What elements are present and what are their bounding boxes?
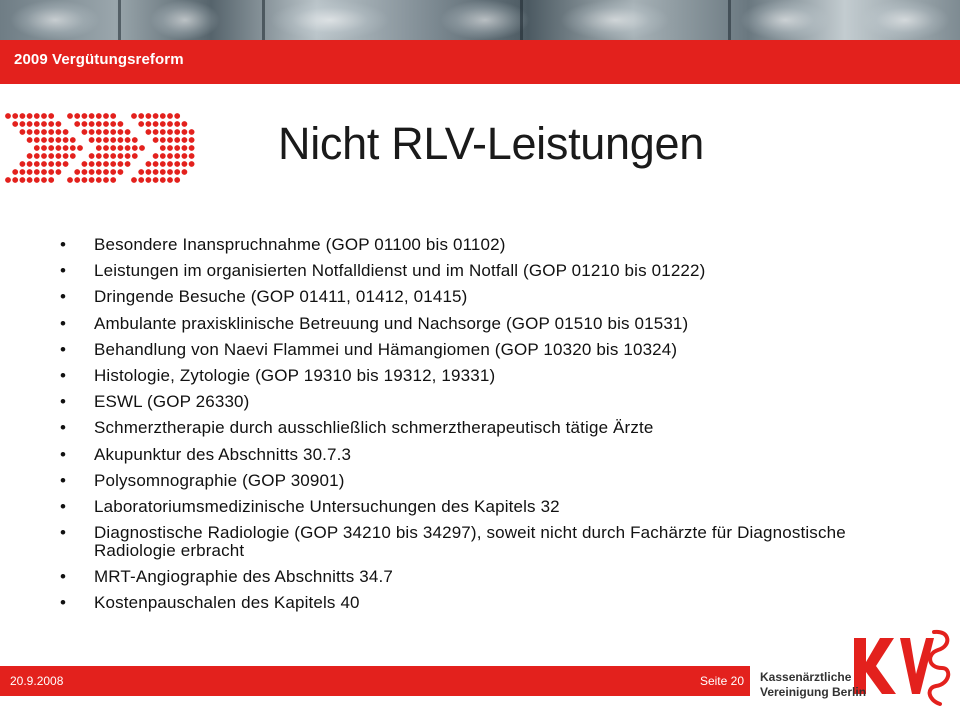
arrow-dot — [103, 169, 109, 175]
arrow-dot — [131, 177, 137, 183]
arrow-dot — [41, 169, 47, 175]
arrow-dot — [103, 129, 109, 135]
arrow-dot — [34, 177, 40, 183]
arrow-dot — [20, 121, 26, 127]
bullet-dot-icon: • — [60, 261, 67, 281]
arrow-dot — [174, 153, 180, 159]
arrow-dot — [89, 113, 95, 119]
bullet-item — [60, 262, 920, 280]
arrow-dot — [103, 145, 109, 151]
arrow-dot — [41, 137, 47, 143]
arrow-dot — [12, 113, 18, 119]
section-title: 2009 Vergütungsreform — [14, 51, 184, 68]
arrow-dot — [182, 153, 188, 159]
bullet-item — [60, 341, 920, 359]
bullet-dot-icon: • — [60, 418, 67, 438]
arrow-dot — [118, 161, 124, 167]
bullet-item — [60, 367, 920, 385]
arrow-dot — [110, 161, 116, 167]
arrow-dot — [96, 113, 102, 119]
bullet-text: ESWL (GOP 26330) — [94, 392, 250, 412]
arrow-dot — [96, 169, 102, 175]
arrow-dot — [34, 113, 40, 119]
bullet-item — [60, 446, 920, 464]
bullet-text: MRT-Angiographie des Abschnitts 34.7 — [94, 567, 393, 587]
arrow-dot — [56, 161, 62, 167]
arrow-dot — [96, 153, 102, 159]
bullet-text: Diagnostische Radiologie (GOP 34210 bis 34297), soweit nicht durch Fachärzte für Diagnostische Radiologie erbracht — [94, 523, 846, 561]
arrow-dot — [82, 177, 88, 183]
photo-fragment — [740, 0, 830, 40]
arrow-dot — [153, 177, 159, 183]
arrow-dot — [153, 113, 159, 119]
bullet-dot-icon: • — [60, 235, 67, 254]
arrow-dot — [139, 145, 145, 151]
arrow-dot — [125, 145, 131, 151]
arrow-dot — [34, 169, 40, 175]
arrow-dot — [174, 145, 180, 151]
footer-bar — [0, 666, 750, 696]
arrow-dot — [146, 129, 152, 135]
arrow-dot — [160, 121, 166, 127]
arrow-dot — [103, 137, 109, 143]
dotted-chevrons-icon — [2, 110, 202, 186]
arrow-dot — [125, 161, 131, 167]
arrow-dot — [20, 113, 26, 119]
footer-date: 20.9.2008 — [10, 674, 64, 688]
arrow-dot — [153, 129, 159, 135]
photo-fragment — [10, 0, 100, 40]
arrow-dot — [96, 177, 102, 183]
arrow-dot — [48, 121, 54, 127]
arrow-dot — [48, 177, 54, 183]
bullet-item — [60, 568, 920, 586]
arrow-dot — [182, 121, 188, 127]
bullet-text: Leistungen im organisierten Notfalldienst und im Notfall (GOP 01210 bis 01222) — [94, 261, 706, 281]
arrow-dot — [118, 129, 124, 135]
arrow-dot — [82, 121, 88, 127]
arrow-dot — [34, 153, 40, 159]
arrow-dot — [34, 129, 40, 135]
arrow-dot — [89, 177, 95, 183]
arrow-dot — [48, 169, 54, 175]
arrow-dot — [182, 129, 188, 135]
arrow-dot — [20, 169, 26, 175]
arrow-dot — [77, 145, 83, 151]
page-number: Seite 20 — [699, 674, 744, 688]
arrow-dot — [27, 177, 33, 183]
arrow-dot — [34, 137, 40, 143]
arrow-dot — [160, 129, 166, 135]
arrow-dot — [160, 161, 166, 167]
slide-title: Nicht RLV-Leistungen — [278, 118, 704, 169]
arrow-dot — [160, 153, 166, 159]
arrow-dot — [153, 161, 159, 167]
arrow-dot — [12, 121, 18, 127]
arrow-dot — [74, 177, 80, 183]
bullet-text: Polysomnographie (GOP 30901) — [94, 470, 345, 490]
arrow-dot — [189, 137, 195, 143]
bullet-dot-icon: • — [60, 392, 67, 412]
arrow-dot — [48, 145, 54, 151]
arrow-dot — [41, 153, 47, 159]
arrow-dot — [153, 169, 159, 175]
arrow-dot — [125, 137, 131, 143]
arrow-dot — [167, 153, 173, 159]
arrow-dot — [5, 177, 11, 183]
arrow-dot — [56, 137, 62, 143]
kv-org-line2: Vereinigung Berlin — [760, 685, 867, 699]
arrow-dot — [41, 161, 47, 167]
bullet-item — [60, 419, 920, 437]
photo-divider — [728, 0, 731, 40]
arrow-dot — [96, 137, 102, 143]
arrow-dot — [160, 169, 166, 175]
arrow-dot — [118, 153, 124, 159]
arrow-dot — [27, 161, 33, 167]
arrow-dot — [89, 137, 95, 143]
arrow-dot — [82, 161, 88, 167]
arrow-dot — [132, 137, 138, 143]
arrow-dot — [103, 161, 109, 167]
arrow-dot — [167, 161, 173, 167]
photo-divider — [262, 0, 265, 40]
arrow-dot — [118, 121, 124, 127]
photo-fragment — [860, 0, 950, 40]
bullet-list — [60, 236, 920, 621]
arrow-dot — [103, 121, 109, 127]
arrow-dot — [118, 169, 124, 175]
arrow-dot — [41, 145, 47, 151]
arrow-dot — [74, 169, 80, 175]
arrow-dot — [167, 145, 173, 151]
arrow-dot — [174, 169, 180, 175]
arrow-dot — [103, 153, 109, 159]
bullet-dot-icon: • — [60, 523, 67, 543]
bullet-item — [60, 393, 920, 411]
logo-letter-v — [900, 638, 934, 694]
header-bar — [0, 40, 960, 84]
arrow-dot — [27, 169, 33, 175]
arrow-dot — [110, 121, 116, 127]
arrow-dot — [167, 169, 173, 175]
arrow-dot — [174, 161, 180, 167]
header-photo-strip — [0, 0, 960, 40]
bullet-dot-icon: • — [60, 313, 67, 333]
arrow-dot — [182, 161, 188, 167]
arrow-dot — [70, 145, 76, 151]
arrow-dot — [167, 137, 173, 143]
bullet-dot-icon: • — [60, 365, 67, 385]
arrow-dot — [67, 177, 73, 183]
arrow-dot — [110, 177, 116, 183]
arrow-dot — [189, 161, 195, 167]
bullet-item — [60, 498, 920, 516]
photo-divider — [118, 0, 121, 40]
bullet-text: Besondere Inanspruchnahme (GOP 01100 bis 01102) — [94, 235, 506, 254]
photo-fragment — [440, 0, 530, 40]
bullet-dot-icon: • — [60, 567, 67, 587]
arrow-dot — [74, 121, 80, 127]
arrow-dot — [20, 177, 26, 183]
bullet-item — [60, 315, 920, 333]
arrow-dot — [167, 121, 173, 127]
arrow-dot — [48, 153, 54, 159]
arrow-dot — [82, 169, 88, 175]
arrow-dot — [41, 129, 47, 135]
arrow-dot — [56, 169, 62, 175]
arrow-dot — [110, 137, 116, 143]
arrow-dot — [153, 137, 159, 143]
arrow-dot — [189, 145, 195, 151]
arrow-dot — [103, 177, 109, 183]
bullet-item — [60, 236, 920, 254]
arrow-dot — [96, 129, 102, 135]
arrow-dot — [110, 153, 116, 159]
bullet-text: Schmerztherapie durch ausschließlich schmerztherapeutisch tätige Ärzte — [94, 418, 654, 438]
arrow-dot — [27, 113, 33, 119]
arrow-dot — [103, 113, 109, 119]
arrow-dot — [89, 153, 95, 159]
bullet-text: Laboratoriumsmedizinische Untersuchungen des Kapitels 32 — [94, 496, 560, 516]
arrow-dot — [146, 161, 152, 167]
arrow-dot — [56, 145, 62, 151]
arrow-dot — [160, 145, 166, 151]
arrow-dot — [63, 137, 69, 143]
arrow-dot — [74, 113, 80, 119]
arrow-dot — [82, 129, 88, 135]
arrow-dot — [110, 129, 116, 135]
arrow-dot — [20, 161, 26, 167]
arrow-dot — [56, 153, 62, 159]
arrow-dot — [41, 113, 47, 119]
bullet-text: Akupunktur des Abschnitts 30.7.3 — [94, 444, 352, 464]
arrow-dot — [146, 169, 152, 175]
arrow-dot — [146, 177, 152, 183]
arrow-dot — [27, 121, 33, 127]
arrow-dot — [110, 145, 116, 151]
arrow-dot — [82, 113, 88, 119]
arrow-dot — [138, 121, 144, 127]
photo-divider — [520, 0, 523, 40]
arrow-dot — [63, 129, 69, 135]
arrow-dot — [5, 113, 11, 119]
arrow-dot — [138, 169, 144, 175]
arrow-dot — [56, 129, 62, 135]
bullet-text: Dringende Besuche (GOP 01411, 01412, 01415) — [94, 287, 468, 307]
photo-fragment — [150, 0, 220, 40]
arrow-dot — [12, 169, 18, 175]
arrow-dot — [125, 153, 131, 159]
arrow-dot — [96, 121, 102, 127]
arrow-dot — [160, 177, 166, 183]
kv-berlin-logo — [756, 628, 956, 720]
arrow-dot — [160, 137, 166, 143]
arrow-dot — [70, 153, 76, 159]
arrow-dot — [189, 129, 195, 135]
arrow-dot — [96, 161, 102, 167]
bullet-dot-icon: • — [60, 287, 67, 307]
arrow-dot — [70, 137, 76, 143]
arrow-dot — [125, 129, 131, 135]
arrow-dot — [146, 113, 152, 119]
arrow-dot — [132, 145, 138, 151]
arrow-dot — [48, 113, 54, 119]
arrow-dot — [131, 113, 137, 119]
arrow-dot — [174, 121, 180, 127]
bullet-text: Kostenpauschalen des Kapitels 40 — [94, 593, 360, 613]
arrow-dot — [153, 121, 159, 127]
bullet-dot-icon: • — [60, 496, 67, 516]
bullet-item — [60, 594, 920, 612]
arrow-dot — [146, 121, 152, 127]
bullet-text: Ambulante praxisklinische Betreuung und Nachsorge (GOP 01510 bis 01531) — [94, 313, 689, 333]
kv-org-name — [760, 670, 866, 700]
arrow-dot — [118, 137, 124, 143]
arrow-dot — [48, 129, 54, 135]
arrow-dot — [182, 145, 188, 151]
arrow-dot — [34, 145, 40, 151]
bullet-text: Behandlung von Naevi Flammei und Hämangiomen (GOP 10320 bis 10324) — [94, 339, 678, 359]
bullet-dot-icon: • — [60, 444, 67, 464]
photo-fragment — [270, 0, 390, 40]
arrow-dot — [167, 129, 173, 135]
arrow-dot — [89, 161, 95, 167]
arrow-dot — [118, 145, 124, 151]
photo-fragment — [560, 0, 670, 40]
arrow-dot — [132, 153, 138, 159]
arrow-dot — [110, 113, 116, 119]
arrow-dot — [182, 169, 188, 175]
arrow-dot — [48, 137, 54, 143]
arrow-dot — [182, 137, 188, 143]
arrow-dot — [89, 169, 95, 175]
arrow-dot — [27, 137, 33, 143]
arrow-dot — [153, 153, 159, 159]
arrow-dot — [174, 113, 180, 119]
arrow-dot — [63, 161, 69, 167]
arrow-dot — [12, 177, 18, 183]
arrow-dot — [89, 129, 95, 135]
arrow-dot — [48, 161, 54, 167]
arrow-dot — [41, 177, 47, 183]
arrow-dot — [110, 169, 116, 175]
arrow-dot — [174, 137, 180, 143]
bullet-item — [60, 524, 920, 560]
arrow-dot — [34, 121, 40, 127]
arrow-dot — [20, 129, 26, 135]
bullet-dot-icon: • — [60, 339, 67, 359]
arrow-dot — [27, 129, 33, 135]
arrow-dot — [189, 153, 195, 159]
bullet-item — [60, 472, 920, 490]
arrow-dot — [96, 145, 102, 151]
arrow-dot — [27, 153, 33, 159]
arrow-dot — [89, 121, 95, 127]
arrow-dot — [174, 177, 180, 183]
arrow-dot — [160, 113, 166, 119]
arrow-dot — [63, 145, 69, 151]
arrow-dot — [63, 153, 69, 159]
arrow-dot — [167, 113, 173, 119]
arrow-dot — [41, 121, 47, 127]
bullet-text: Histologie, Zytologie (GOP 19310 bis 19312, 19331) — [94, 365, 496, 385]
arrow-dot — [138, 113, 144, 119]
bullet-item — [60, 288, 920, 306]
arrow-dot — [34, 161, 40, 167]
arrow-dot — [167, 177, 173, 183]
bullet-dot-icon: • — [60, 470, 67, 490]
arrow-dot — [174, 129, 180, 135]
arrow-dot — [67, 113, 73, 119]
arrow-dot — [138, 177, 144, 183]
kv-org-line1: Kassenärztliche — [760, 670, 852, 684]
arrow-dot — [56, 121, 62, 127]
bullet-dot-icon: • — [60, 593, 67, 613]
